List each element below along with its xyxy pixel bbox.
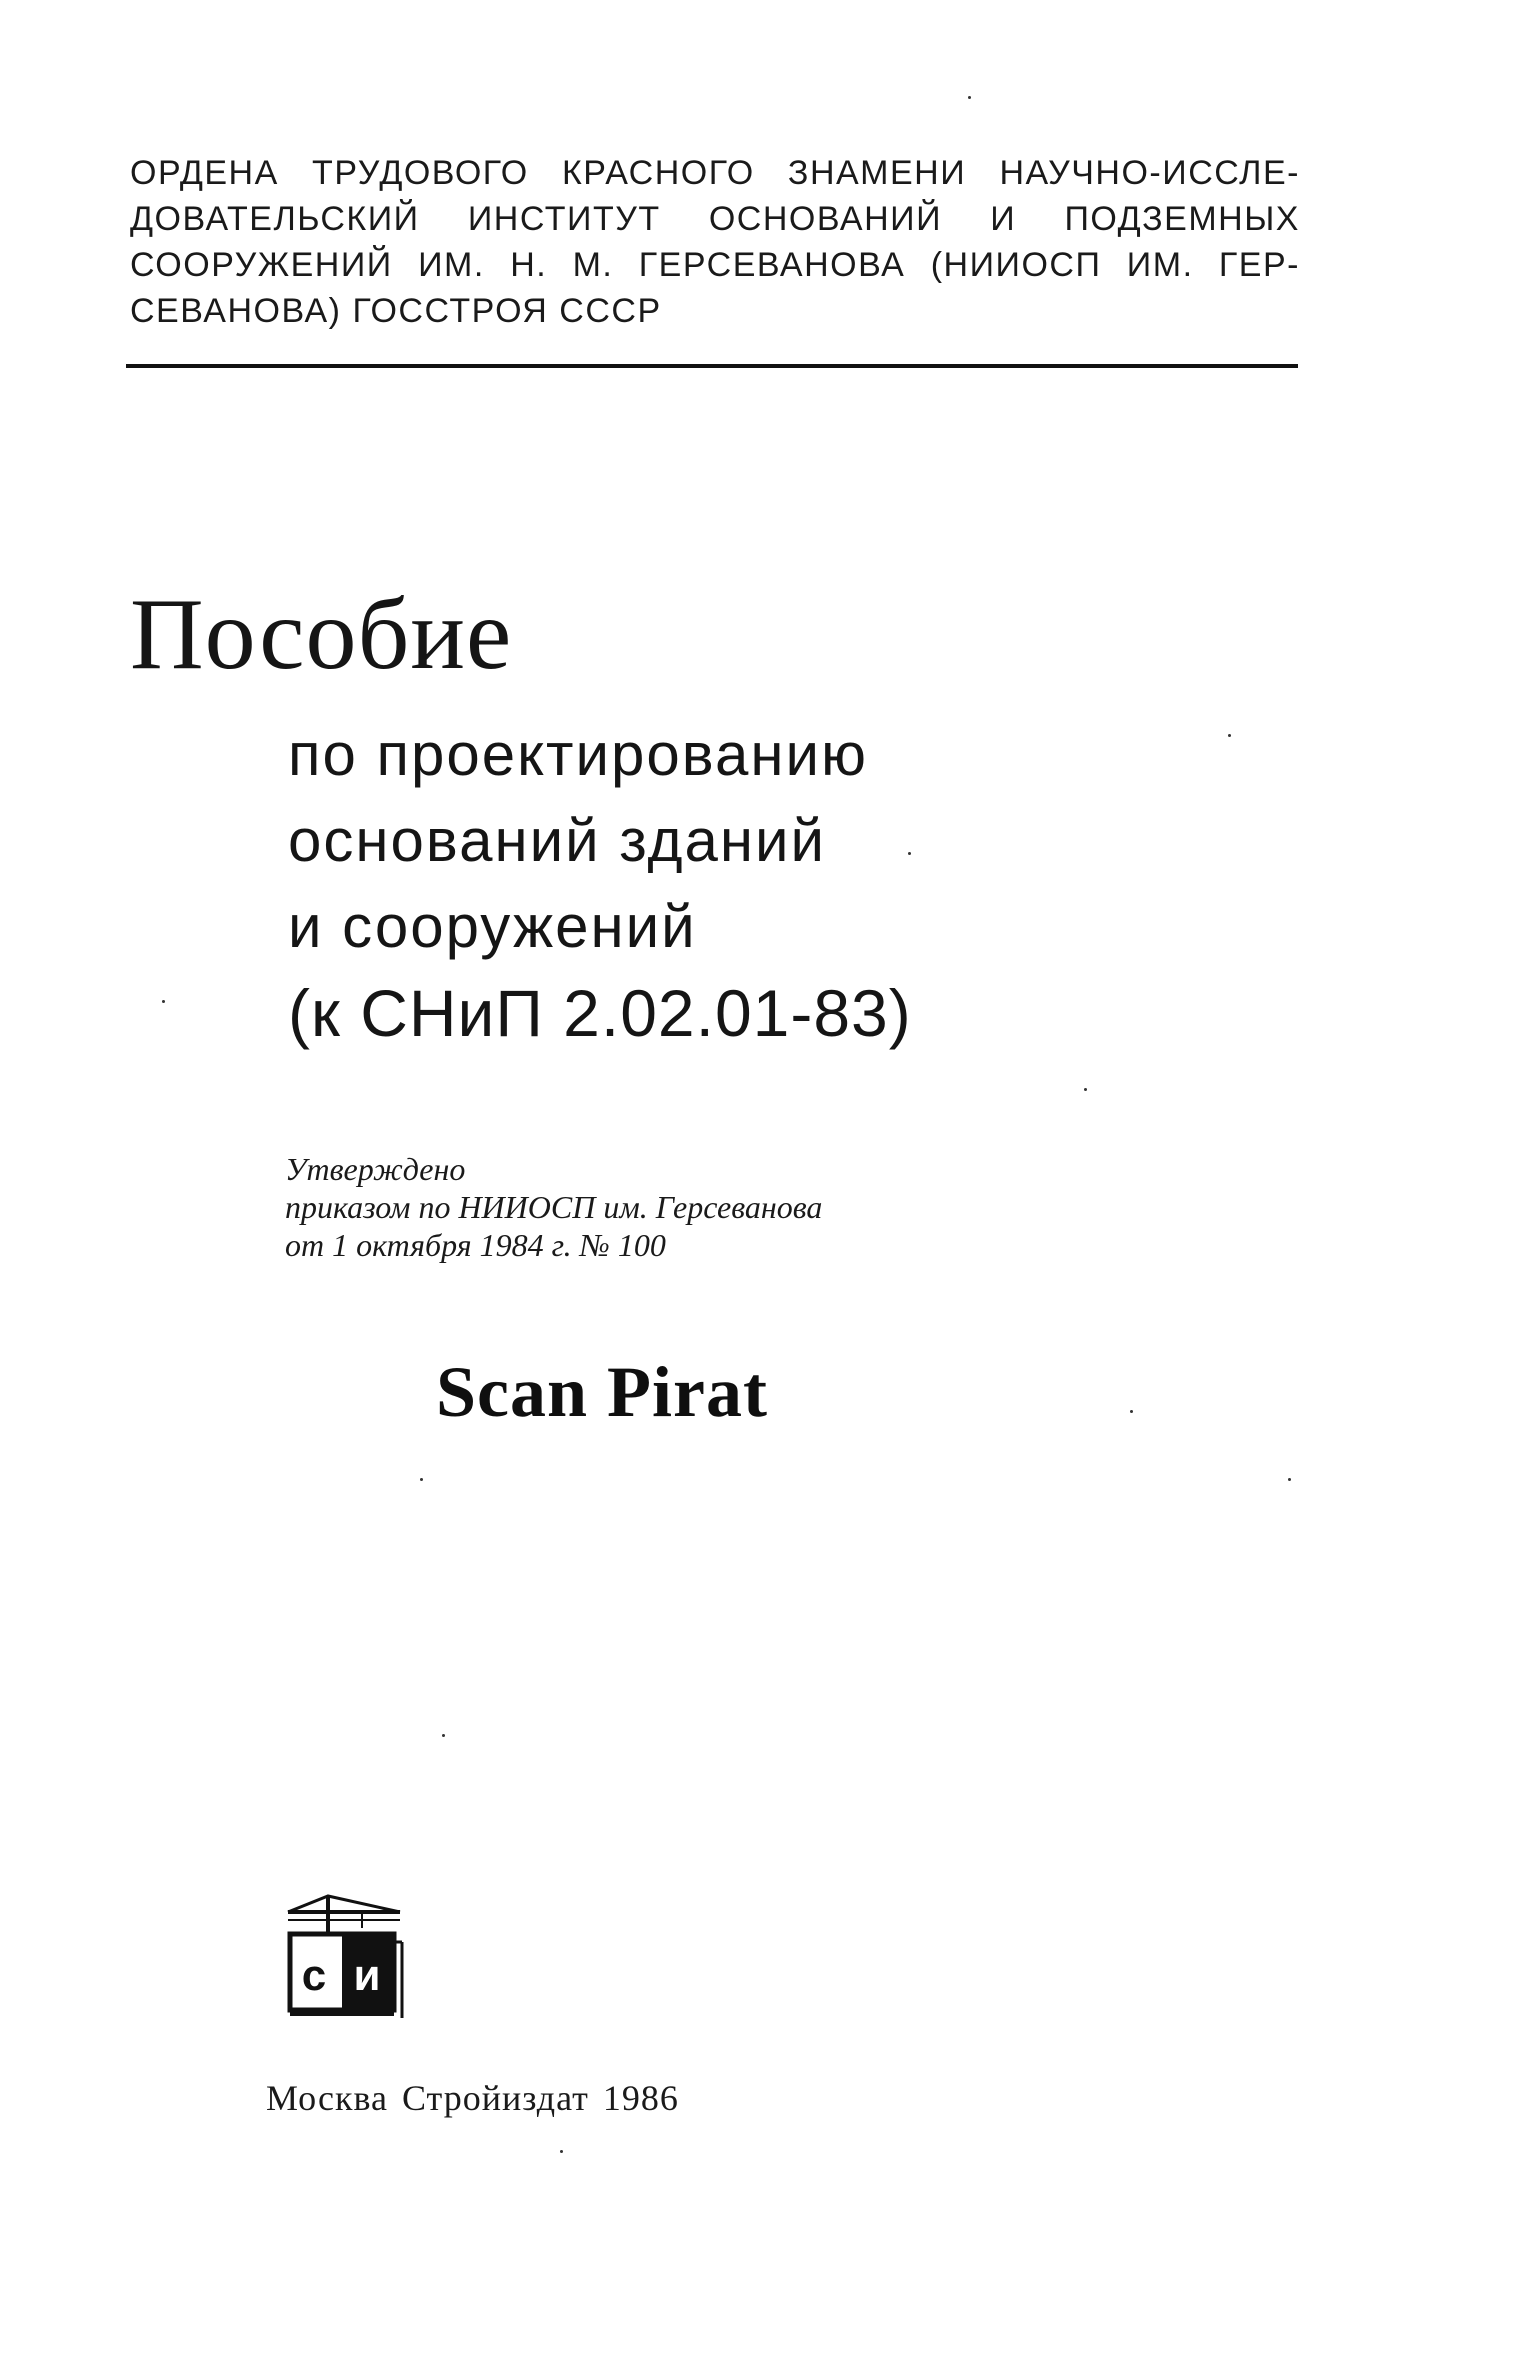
scan-speck <box>1084 1088 1087 1091</box>
header-line-3: СООРУЖЕНИЙ ИМ. Н. М. ГЕРСЕВАНОВА (НИИОСП ИМ. ГЕР- <box>130 246 1300 284</box>
approval-line-3: от 1 октября 1984 г. № 100 <box>285 1227 666 1263</box>
scan-speck <box>1288 1478 1291 1481</box>
scan-speck <box>908 852 911 855</box>
scan-speck <box>1130 1410 1133 1413</box>
institute-header <box>130 150 1300 334</box>
logo-letter-i: и <box>353 1951 381 2000</box>
header-line-2: ДОВАТЕЛЬСКИЙ ИНСТИТУТ ОСНОВАНИЙ И ПОДЗЕМНЫХ <box>130 200 1300 238</box>
scan-speck <box>968 96 971 99</box>
document-subtitle <box>288 712 912 1056</box>
scan-speck <box>162 1000 165 1003</box>
publication-imprint <box>266 2076 679 2120</box>
scan-speck <box>1228 734 1231 737</box>
scan-speck <box>420 1478 423 1481</box>
approval-line-1: Утверждено <box>285 1151 466 1187</box>
scan-stamp: Scan Pirat <box>436 1352 768 1432</box>
imprint-publisher: Стройиздат <box>401 2078 589 2118</box>
subtitle-line-2: оснований зданий <box>288 807 827 874</box>
subtitle-line-1: по проектированию <box>288 721 869 788</box>
approval-line-2: приказом по НИИОСП им. Герсеванова <box>285 1189 823 1225</box>
header-line-1: ОРДЕНА ТРУДОВОГО КРАСНОГО ЗНАМЕНИ НАУЧНО-ИССЛЕ- <box>130 154 1300 192</box>
scan-speck <box>560 2150 563 2153</box>
imprint-year: 1986 <box>602 2078 679 2118</box>
publisher-logo <box>282 1890 406 2022</box>
imprint-city: Москва <box>266 2078 388 2118</box>
header-divider <box>126 364 1298 368</box>
subtitle-line-3: и сооружений <box>288 893 697 960</box>
logo-letter-s: с <box>301 1951 327 2000</box>
approval-note <box>285 1150 822 1264</box>
subtitle-line-4: (к СНиП 2.02.01-83) <box>288 976 912 1050</box>
document-title: Пособие <box>130 578 513 691</box>
header-line-4: СЕВАНОВА) ГОССТРОЯ СССР <box>130 292 662 330</box>
scan-speck <box>442 1734 445 1737</box>
